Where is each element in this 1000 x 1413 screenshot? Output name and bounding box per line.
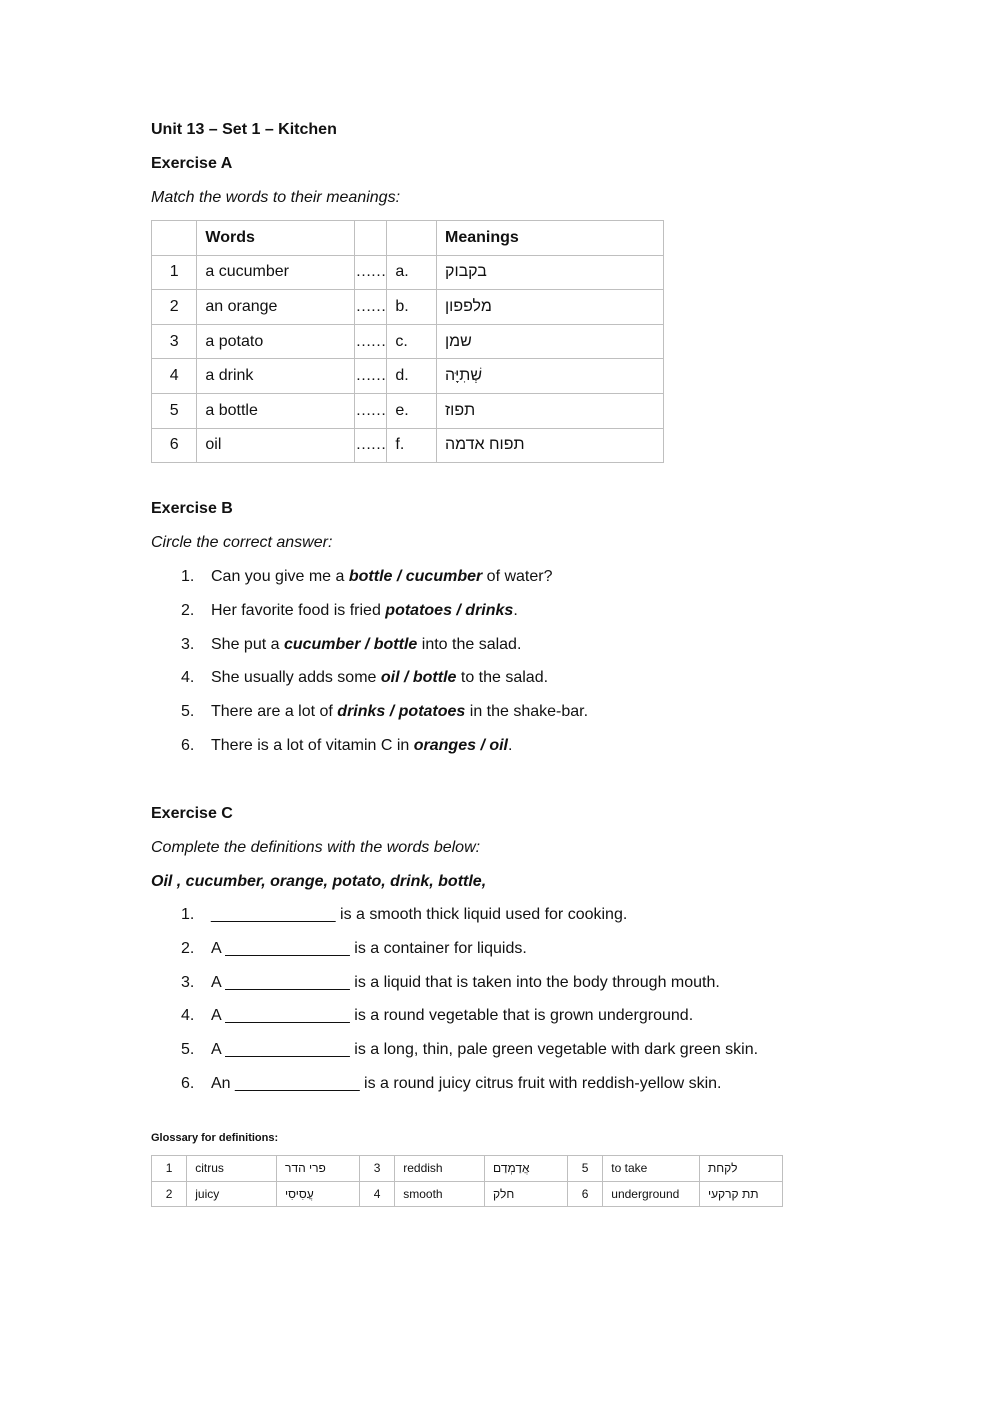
row-meaning: תפוז — [445, 401, 476, 419]
glossary-hebrew: עֲסִיסִי — [285, 1186, 314, 1201]
glossary-hebrew: לקחת — [707, 1161, 738, 1176]
answer-blank[interactable]: …… — [354, 324, 387, 359]
word-bank: Oil , cucumber, orange, potato, drink, bottle, — [151, 873, 487, 890]
glossary-word: reddish — [395, 1156, 485, 1182]
glossary-number: 5 — [568, 1156, 603, 1182]
item-number: 1. — [181, 906, 195, 923]
table-row — [152, 428, 664, 463]
row-letter: d. — [387, 359, 437, 394]
table-row — [152, 255, 664, 290]
table-row — [152, 393, 664, 428]
item-number: 5. — [181, 1041, 195, 1059]
item-text: There is a lot of vitamin C in — [211, 736, 414, 754]
item-number: 4. — [181, 669, 195, 687]
row-letter: e. — [387, 393, 437, 428]
row-word: a potato — [197, 324, 354, 359]
row-meaning: שמן — [445, 332, 472, 350]
glossary-word: smooth — [395, 1181, 485, 1207]
answer-choice[interactable]: drinks / potatoes — [337, 703, 466, 721]
exercise-c-heading: Exercise C — [151, 805, 233, 822]
table-row — [152, 324, 664, 359]
answer-choice[interactable]: potatoes / drinks — [385, 601, 514, 619]
item-text: Can you give me a — [211, 568, 349, 585]
glossary-word: citrus — [187, 1156, 277, 1182]
definition-text: An ______________ is a round juicy citrus fruit with reddish-yellow skin. — [211, 1074, 722, 1092]
item-number: 2. — [181, 601, 195, 619]
exercise-b-heading: Exercise B — [151, 500, 233, 517]
row-number: 1 — [152, 255, 197, 290]
answer-choice[interactable]: oil / bottle — [380, 669, 457, 687]
row-word: a cucumber — [197, 255, 354, 290]
definition-text: A ______________ is a round vegetable that is grown underground. — [211, 1007, 694, 1025]
item-text: . — [508, 736, 513, 754]
matching-table — [151, 220, 664, 463]
answer-blank[interactable]: …… — [354, 255, 387, 290]
definition-text: A ______________ is a liquid that is taken into the body through mouth. — [211, 973, 720, 991]
exercise-c-instruction: Complete the definitions with the words below: — [151, 839, 481, 856]
page-title: Unit 13 – Set 1 – Kitchen — [151, 121, 337, 138]
glossary-word: juicy — [187, 1181, 277, 1207]
item-number: 2. — [181, 939, 195, 957]
item-text: of water? — [482, 568, 553, 585]
answer-blank[interactable]: …… — [354, 393, 387, 428]
column-header-meanings: Meanings — [437, 221, 664, 256]
glossary-hebrew: פרי הדר — [285, 1161, 326, 1176]
item-number: 5. — [181, 703, 195, 721]
item-number: 4. — [181, 1007, 195, 1025]
row-letter: b. — [387, 290, 437, 325]
item-number: 3. — [181, 973, 195, 991]
item-text: Her favorite food is fried — [211, 601, 386, 619]
glossary-number: 6 — [568, 1181, 603, 1207]
answer-blank[interactable]: …… — [354, 290, 387, 325]
item-text: . — [513, 601, 518, 619]
answer-blank[interactable]: …… — [354, 428, 387, 463]
row-number: 6 — [152, 428, 197, 463]
table-row — [152, 1181, 783, 1207]
item-number: 6. — [181, 1074, 195, 1092]
item-text: into the salad. — [417, 635, 522, 653]
glossary-number: 2 — [152, 1181, 187, 1207]
table-row — [152, 359, 664, 394]
exercise-a-instruction: Match the words to their meanings: — [151, 189, 401, 206]
answer-choice[interactable]: bottle / cucumber — [348, 568, 483, 585]
row-meaning: תפוח אדמה — [445, 436, 525, 454]
glossary-word: to take — [603, 1156, 700, 1182]
definition-text: A ______________ is a long, thin, pale green vegetable with dark green skin. — [211, 1041, 759, 1059]
row-number: 3 — [152, 324, 197, 359]
row-letter: a. — [387, 255, 437, 290]
row-word: oil — [197, 428, 354, 463]
definition-text: A ______________ is a container for liquids. — [211, 939, 527, 957]
glossary-number: 4 — [360, 1181, 395, 1207]
table-row — [152, 290, 664, 325]
glossary-title: Glossary for definitions: — [151, 1132, 279, 1144]
glossary-word: underground — [603, 1181, 700, 1207]
glossary-number: 3 — [360, 1156, 395, 1182]
glossary-table — [151, 1155, 783, 1207]
row-letter: f. — [387, 428, 437, 463]
glossary-hebrew: חלק — [493, 1186, 515, 1201]
item-text: She usually adds some — [211, 669, 381, 687]
item-number: 6. — [181, 736, 195, 754]
row-number: 2 — [152, 290, 197, 325]
glossary-hebrew: אֲדַמְדַם — [493, 1161, 530, 1176]
table-row — [152, 1156, 783, 1182]
item-number: 1. — [181, 568, 195, 585]
row-meaning: בקבוק — [445, 263, 487, 281]
row-number: 5 — [152, 393, 197, 428]
item-text: She put a — [211, 635, 284, 653]
item-number: 3. — [181, 635, 195, 653]
row-meaning: מלפפון — [445, 297, 492, 315]
row-word: an orange — [197, 290, 354, 325]
item-text: to the salad. — [456, 669, 549, 687]
row-number: 4 — [152, 359, 197, 394]
glossary-number: 1 — [152, 1156, 187, 1182]
answer-choice[interactable]: cucumber / bottle — [283, 635, 418, 653]
definition-text: ______________ is a smooth thick liquid used for cooking. — [211, 906, 628, 923]
row-word: a drink — [197, 359, 354, 394]
answer-choice[interactable]: oranges / oil — [413, 736, 508, 754]
item-text: There are a lot of — [211, 703, 338, 721]
row-meaning: שְׁתִיָּה — [445, 367, 483, 385]
row-letter: c. — [387, 324, 437, 359]
exercise-b-instruction: Circle the correct answer: — [151, 534, 333, 551]
exercise-a-heading: Exercise A — [151, 155, 233, 172]
table-header-row — [152, 221, 664, 256]
item-text: in the shake-bar. — [465, 703, 589, 721]
row-word: a bottle — [197, 393, 354, 428]
glossary-hebrew: תת קרקעי — [707, 1186, 759, 1201]
column-header-words: Words — [197, 221, 354, 256]
answer-blank[interactable]: …… — [354, 359, 387, 394]
